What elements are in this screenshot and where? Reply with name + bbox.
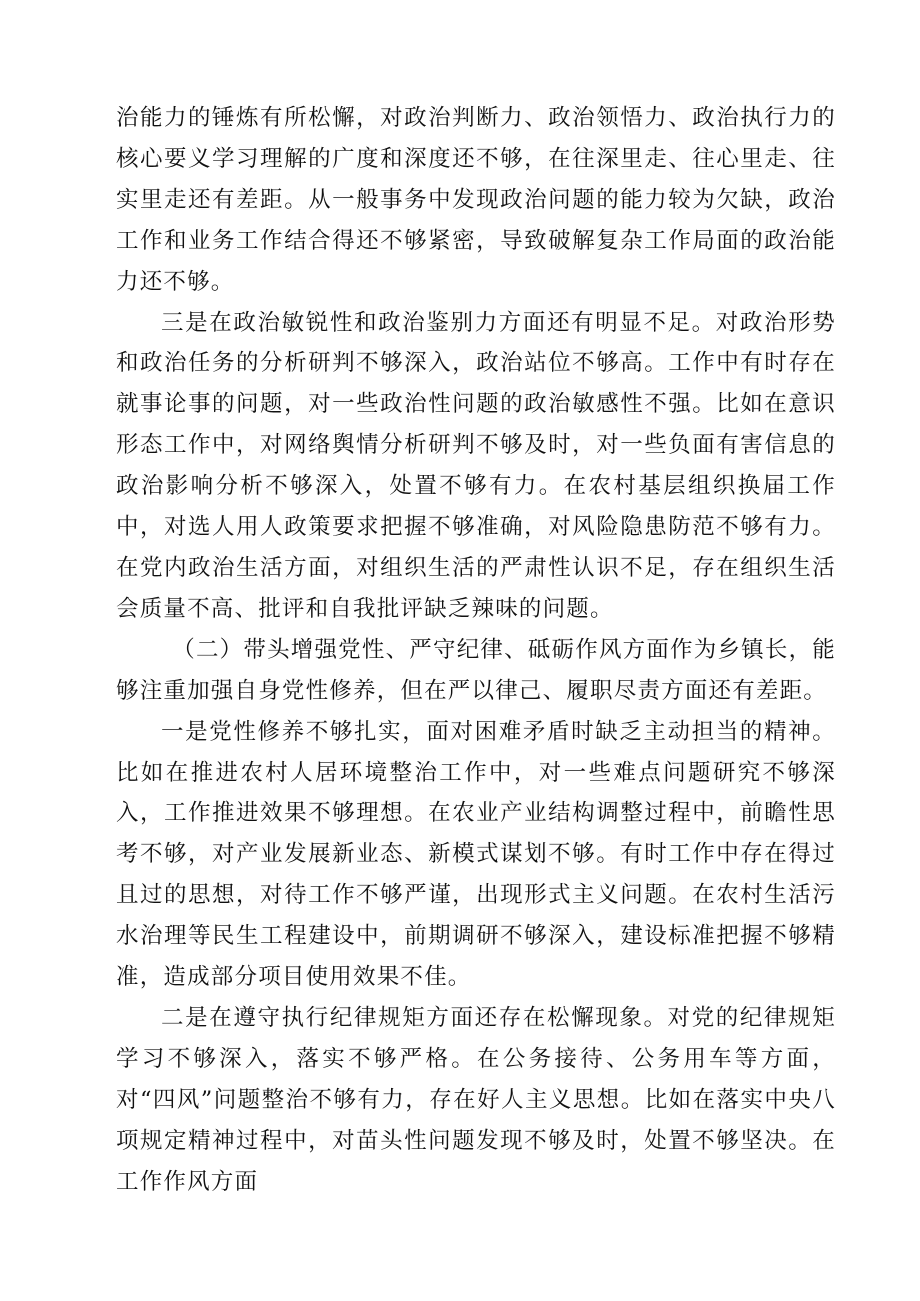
paragraph-continuation: 治能力的锤炼有所松懈，对政治判断力、政治领悟力、政治执行力的核心要义学习理解的广度和深度还不够，在往深里走、往心里走、往实里走还有差距。从一般事务中发现政治问题的能力较为欠缺，政治工作和业务工作结合得还不够紧密，导致破解复杂工作局面的政治能力还不够。 (116, 105, 836, 295)
section-heading-two: （二）带头增强党性、严守纪律、砥砺作风方面作为乡镇长，能够注重加强自身党性修养，但在严以律己、履职尽责方面还有差距。 (116, 636, 836, 704)
paragraph-point-three: 三是在政治敏锐性和政治鉴别力方面还有明显不足。对政治形势和政治任务的分析研判不够深入，政治站位不够高。工作中有时存在就事论事的问题，对一些政治性问题的政治敏感性不强。比如在意识形态工作中，对网络舆情分析研判不够及时，对一些负面有害信息的政治影响分析不够深入，处置不够有力。在农村基层组织换届工作中，对选人用人政策要求把握不够准确，对风险隐患防范不够有力。在党内政治生活方面，对组织生活的严肃性认识不足，存在组织生活会质量不高、批评和自我批评缺乏辣味的问题。 (116, 309, 836, 622)
paragraph-point-one: 一是党性修养不够扎实，面对困难矛盾时缺乏主动担当的精神。比如在推进农村人居环境整治工作中，对一些难点问题研究不够深入，工作推进效果不够理想。在农业产业结构调整过程中，前瞻性思考不够，对产业发展新业态、新模式谋划不够。有时工作中存在得过且过的思想，对待工作不够严谨，出现形式主义问题。在农村生活污水治理等民生工程建设中，前期调研不够深入，建设标准把握不够精准，造成部分项目使用效果不佳。 (116, 718, 836, 991)
paragraph-point-two: 二是在遵守执行纪律规矩方面还存在松懈现象。对党的纪律规矩学习不够深入，落实不够严格。在公务接待、公务用车等方面，对“四风”问题整治不够有力，存在好人主义思想。比如在落实中央八项规定精神过程中，对苗头性问题发现不够及时，处置不够坚决。在工作作风方面 (116, 1004, 836, 1195)
document-body (116, 98, 836, 1202)
